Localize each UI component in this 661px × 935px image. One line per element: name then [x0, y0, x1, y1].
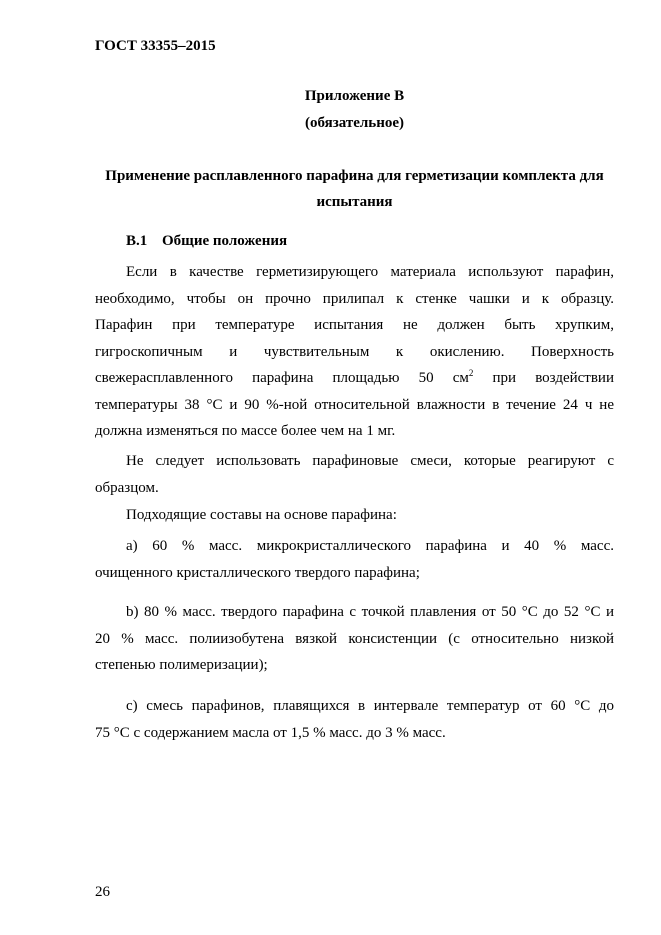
appendix-heading-line-2: испытания	[316, 194, 393, 210]
appendix-status: (обязательное)	[304, 115, 405, 131]
paragraph-line: Если в качестве герметизирующего материала используют парафин,	[126, 264, 614, 280]
paragraph-3	[95, 502, 614, 529]
superscript: 2	[468, 368, 474, 378]
paragraph-line: необходимо, чтобы он прочно прилипал к стенке чашки и к образцу.	[95, 290, 614, 307]
section-heading	[126, 233, 287, 250]
paragraph-line: 75 °С с содержанием масла от 1,5 % масс. до 3 % масс.	[95, 724, 446, 741]
paragraph-line: 20 % масс. полиизобутена вязкой консистенции (с относительно низкой	[95, 630, 614, 647]
page-number: 26	[95, 884, 110, 900]
text-fragment: свежерасплавленного парафина площадью 50 см	[95, 370, 469, 386]
list-item-a	[95, 533, 614, 586]
document-code: ГОСТ 33355–2015	[95, 38, 216, 54]
paragraph-line: степенью полимеризации);	[95, 657, 268, 673]
paragraph-2	[95, 448, 614, 501]
paragraph-line: температуры 38 °С и 90 %-ной относительной влажности в течение 24 ч не	[95, 396, 614, 413]
paragraph-line: Не следует использовать парафиновые смеси, которые реагируют с	[126, 453, 614, 469]
appendix-heading-line-1: Применение расплавленного парафина для герметизации комплекта для	[105, 168, 604, 184]
paragraph-line-with-superscript	[95, 365, 614, 392]
paragraph-line: Парафин при температуре испытания не должен быть хрупким,	[95, 317, 614, 333]
appendix-title: Приложение В	[304, 88, 405, 104]
paragraph-line: образцом.	[95, 479, 159, 496]
paragraph-line: с) смесь парафинов, плавящихся в интервале температур от 60 °С до	[126, 698, 614, 714]
list-item-b	[95, 599, 614, 679]
text-fragment: при воздействии	[473, 370, 614, 386]
section-number: В.1	[126, 233, 148, 249]
paragraph-line: а) 60 % масс. микрокристаллического парафина и 40 % масс.	[126, 538, 614, 554]
paragraph-line: должна изменяться по массе более чем на 1 мг.	[95, 423, 396, 439]
paragraph-line: гигроскопичным и чувствительным к окислению. Поверхность	[95, 343, 614, 360]
paragraph-1	[95, 259, 614, 445]
section-title: Общие положения	[162, 233, 288, 249]
paragraph-line: Подходящие составы на основе парафина:	[126, 507, 397, 523]
paragraph-line: очищенного кристаллического твердого парафина;	[95, 564, 420, 581]
paragraph-line: b) 80 % масс. твердого парафина с точкой плавления от 50 °С до 52 °С и	[126, 604, 614, 620]
list-item-c	[95, 693, 614, 746]
